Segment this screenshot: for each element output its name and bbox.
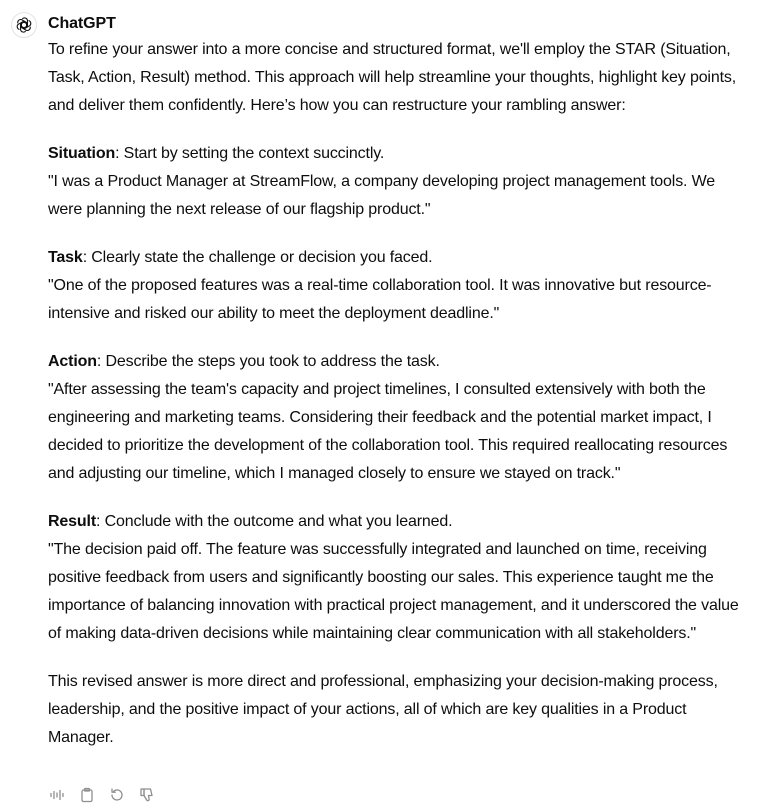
section-instruction: : Start by setting the context succinctly. — [115, 145, 385, 162]
message-author: ChatGPT — [48, 15, 116, 32]
copy-button[interactable] — [78, 786, 96, 804]
openai-logo-icon — [15, 16, 33, 34]
chatgpt-avatar — [11, 12, 37, 38]
regenerate-icon — [109, 787, 125, 803]
section-instruction: : Conclude with the outcome and what you learned. — [96, 513, 453, 530]
section-instruction: : Clearly state the challenge or decision you faced. — [82, 249, 433, 266]
star-section-task — [48, 244, 748, 328]
thumbs-down-button[interactable] — [138, 786, 156, 804]
star-section-result — [48, 508, 748, 648]
read-aloud-button[interactable] — [48, 786, 66, 804]
read-aloud-icon — [49, 787, 65, 803]
message-content — [48, 36, 748, 752]
section-quote: "One of the proposed features was a real-time collaboration tool. It was innovative but resource-intensive and risked our ability to meet the deployment deadline." — [48, 277, 712, 322]
section-title: Result — [48, 513, 96, 530]
section-instruction: : Describe the steps you took to address the task. — [96, 353, 440, 370]
copy-icon — [79, 787, 95, 803]
star-section-situation — [48, 140, 748, 224]
star-section-action — [48, 348, 748, 488]
intro-paragraph: To refine your answer into a more concise and structured format, we'll employ the STAR (Situation, Task, Action, Result) method. This approach will help streamline your thoughts, highlight key points, and deliver them confidently. Here’s how you can restructure your rambling answer: — [48, 41, 737, 114]
section-title: Action — [48, 353, 97, 370]
thumbs-down-icon — [139, 787, 155, 803]
message-actions — [48, 786, 156, 804]
section-title: Task — [48, 249, 83, 266]
outro-paragraph: This revised answer is more direct and professional, emphasizing your decision-making process, leadership, and the positive impact of your actions, all of which are key qualities in a Product Manager. — [48, 673, 718, 746]
section-quote: "I was a Product Manager at StreamFlow, a company developing project management tools. We were planning the next release of our flagship product." — [48, 173, 716, 218]
section-title: Situation — [48, 145, 116, 162]
section-quote: "The decision paid off. The feature was successfully integrated and launched on time, receiving positive feedback from users and significantly boosting our sales. This experience taught me the importance of balancing innovation with practical project management, and it underscored the value of making data-driven decisions while maintaining clear communication with all stakeholders." — [48, 541, 739, 642]
regenerate-button[interactable] — [108, 786, 126, 804]
section-quote: "After assessing the team's capacity and project timelines, I consulted extensively with both the engineering and marketing teams. Considering their feedback and the potential market impact, I decided to prioritize the development of the collaboration tool. This required reallocating resources and adjusting our timeline, which I managed closely to ensure we stayed on track." — [48, 381, 728, 482]
